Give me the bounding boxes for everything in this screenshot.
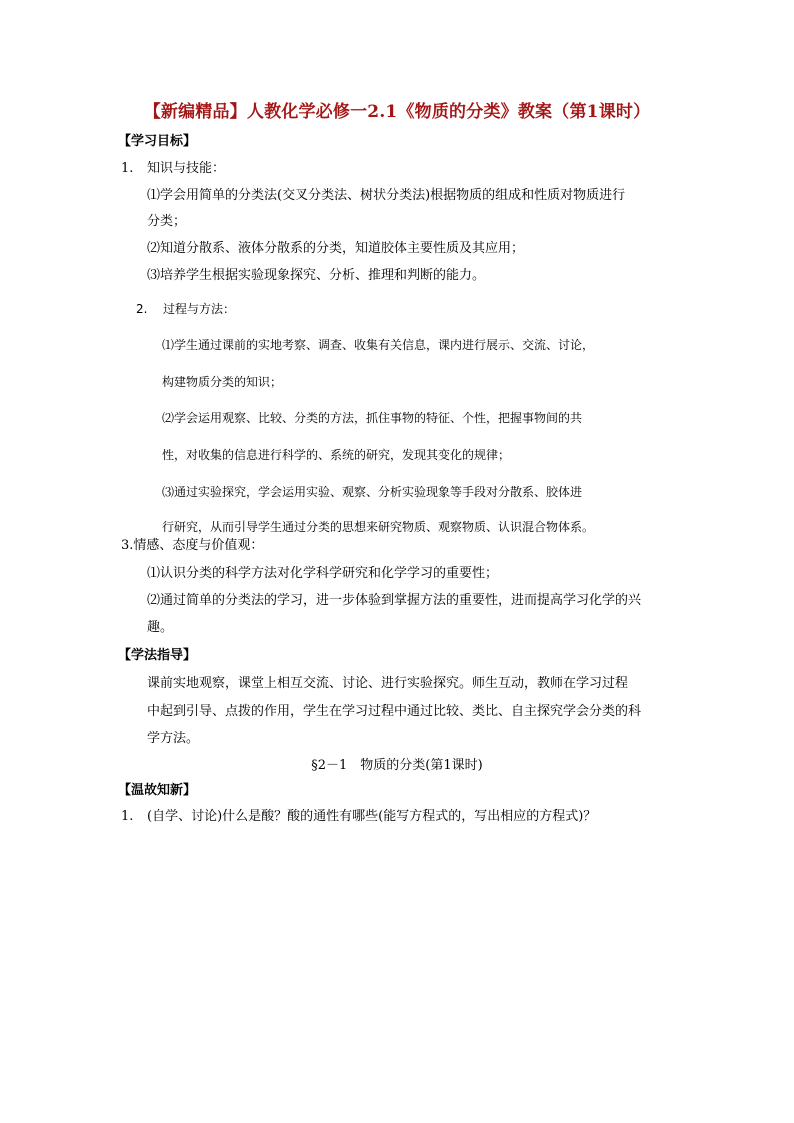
item2-paragraph2-line2: 性，对收集的信息进行科学的、系统的研究，发现其变化的规律；	[162, 448, 511, 462]
item3-paragraph1: ⑴认识分类的科学方法对化学科学研究和化学学习的重要性；	[147, 566, 499, 581]
item1-number: 1.	[121, 161, 134, 176]
item3-label: 3.情感、态度与价值观：	[121, 538, 264, 553]
review-heading: 【温故知新】	[118, 783, 197, 798]
item1-label: 知识与技能：	[147, 161, 226, 176]
item2-paragraph1-line2: 构建物质分类的知识；	[162, 375, 283, 389]
item1-paragraph2: ⑵知道分散系、液体分散系的分类，知道胶体主要性质及其应用；	[147, 241, 525, 256]
method-paragraph-line3: 学方法。	[147, 731, 200, 746]
item2-paragraph3-line2: 行研究，从而引导学生通过分类的思想来研究物质、观察物质、认识混合物体系。	[162, 520, 595, 534]
item3-paragraph2-line2: 趣。	[147, 620, 174, 635]
method-heading: 【学法指导】	[118, 648, 197, 663]
review-question1: (自学、讨论)什么是酸？酸的通性有哪些(能写方程式的，写出相应的方程式)？	[147, 809, 597, 824]
item2-number: 2.	[136, 302, 148, 316]
item2-paragraph2-line1: ⑵学会运用观察、比较、分类的方法，抓住事物的特征、个性，把握事物间的共	[162, 411, 583, 425]
item2-paragraph1-line1: ⑴学生通过课前的实地考察、调查、收集有关信息，课内进行展示、交流、讨论，	[162, 338, 595, 352]
item2-paragraph3-line1: ⑶通过实验探究，学会运用实验、观察、分析实验现象等手段对分散系、胶体进	[162, 485, 583, 499]
review-number: 1.	[121, 809, 134, 824]
section-title: §2－1 物质的分类(第1课时)	[311, 758, 483, 773]
method-paragraph-line1: 课前实地观察，课堂上相互交流、讨论、进行实验探究。师生互动，教师在学习过程	[147, 676, 629, 691]
item1-paragraph3: ⑶培养学生根据实验现象探究、分析、推理和判断的能力。	[147, 268, 486, 283]
method-paragraph-line2: 中起到引导、点拨的作用，学生在学习过程中通过比较、类比、自主探究学会分类的科	[147, 704, 642, 719]
item2-label: 过程与方法：	[163, 302, 236, 316]
item3-paragraph2-line1: ⑵通过简单的分类法的学习，进一步体验到掌握方法的重要性，进而提高学习化学的兴	[147, 593, 642, 608]
goals-heading: 【学习目标】	[118, 134, 197, 149]
item1-paragraph1-line2: 分类；	[147, 214, 187, 229]
document-title: 【新编精品】人教化学必修一2.1《物质的分类》教案（第1课时）	[143, 102, 651, 122]
item1-paragraph1-line1: ⑴学会用简单的分类法(交叉分类法、树状分类法)根据物质的组成和性质对物质进行	[147, 188, 626, 203]
